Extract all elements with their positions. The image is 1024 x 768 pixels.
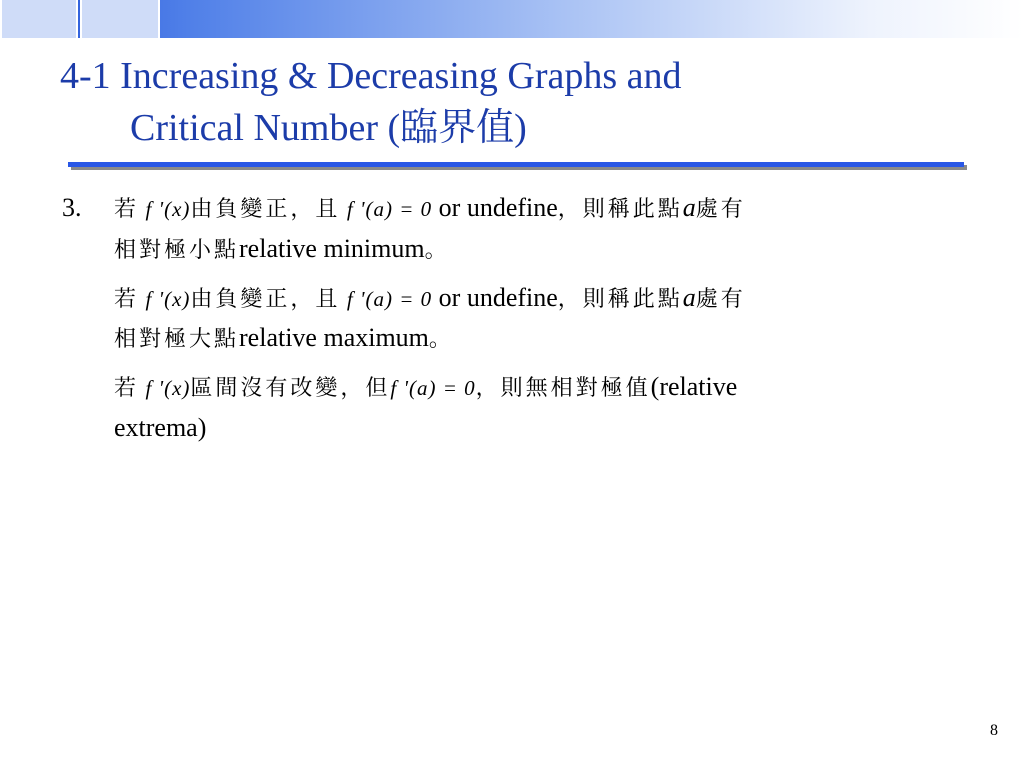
text-period: 。 bbox=[424, 238, 450, 263]
math-fprime-a-zero: f '(a) = 0 bbox=[390, 376, 476, 400]
title-line-1: 4-1 Increasing & Decreasing Graphs and bbox=[60, 55, 682, 97]
text-neg-to-pos: 由負變正，且 bbox=[190, 287, 341, 312]
page-number: 8 bbox=[990, 722, 998, 739]
item-number: 3. bbox=[62, 193, 82, 222]
text-then-point: ，則稱此點 bbox=[557, 287, 683, 312]
para3-line1 bbox=[114, 372, 737, 404]
para1-line1 bbox=[114, 193, 746, 225]
math-fprime-x: f '(x) bbox=[145, 197, 191, 221]
text-relative-min-zh: 相對極小點 bbox=[114, 238, 240, 263]
text-or-undefine: or undefine bbox=[432, 283, 558, 312]
decor-square bbox=[80, 0, 160, 38]
text-or-undefine: or undefine bbox=[432, 193, 558, 222]
para3-line2 bbox=[114, 413, 206, 443]
text-ruo: 若 bbox=[114, 197, 140, 222]
para2-line2 bbox=[114, 323, 454, 355]
text-relative-max-zh: 相對極大點 bbox=[114, 327, 240, 352]
text-relative-maximum: relative maximum bbox=[239, 323, 429, 352]
text-ruo: 若 bbox=[114, 376, 140, 401]
math-a: a bbox=[682, 283, 696, 312]
text-period: 。 bbox=[428, 327, 454, 352]
para2-line1 bbox=[114, 283, 746, 315]
title-divider bbox=[68, 162, 964, 167]
slide-title bbox=[60, 50, 980, 154]
text-neg-to-pos: 由負變正，且 bbox=[190, 197, 341, 222]
title-line-2: Critical Number (臨界值) bbox=[130, 107, 527, 149]
math-fprime-x: f '(x) bbox=[145, 287, 191, 311]
text-no-relative-extrema-zh: ，則無相對極值 bbox=[475, 376, 651, 401]
math-fprime-a-zero: f '(a) = 0 bbox=[346, 197, 433, 221]
text-interval-no-change: 區間沒有改變，但 bbox=[190, 376, 391, 401]
text-extrema: extrema) bbox=[114, 413, 207, 442]
top-decoration-bar bbox=[0, 0, 1024, 38]
math-a: a bbox=[682, 193, 696, 222]
text-then-point: ，則稱此點 bbox=[557, 197, 683, 222]
decor-square bbox=[0, 0, 78, 38]
text-relative: (relative bbox=[650, 372, 738, 401]
text-relative-minimum: relative minimum bbox=[239, 234, 425, 263]
para1-line2 bbox=[114, 234, 450, 266]
math-fprime-x: f '(x) bbox=[145, 376, 191, 400]
math-fprime-a-zero: f '(a) = 0 bbox=[346, 287, 433, 311]
text-has: 處有 bbox=[695, 287, 746, 312]
text-has: 處有 bbox=[695, 197, 746, 222]
text-ruo: 若 bbox=[114, 287, 140, 312]
